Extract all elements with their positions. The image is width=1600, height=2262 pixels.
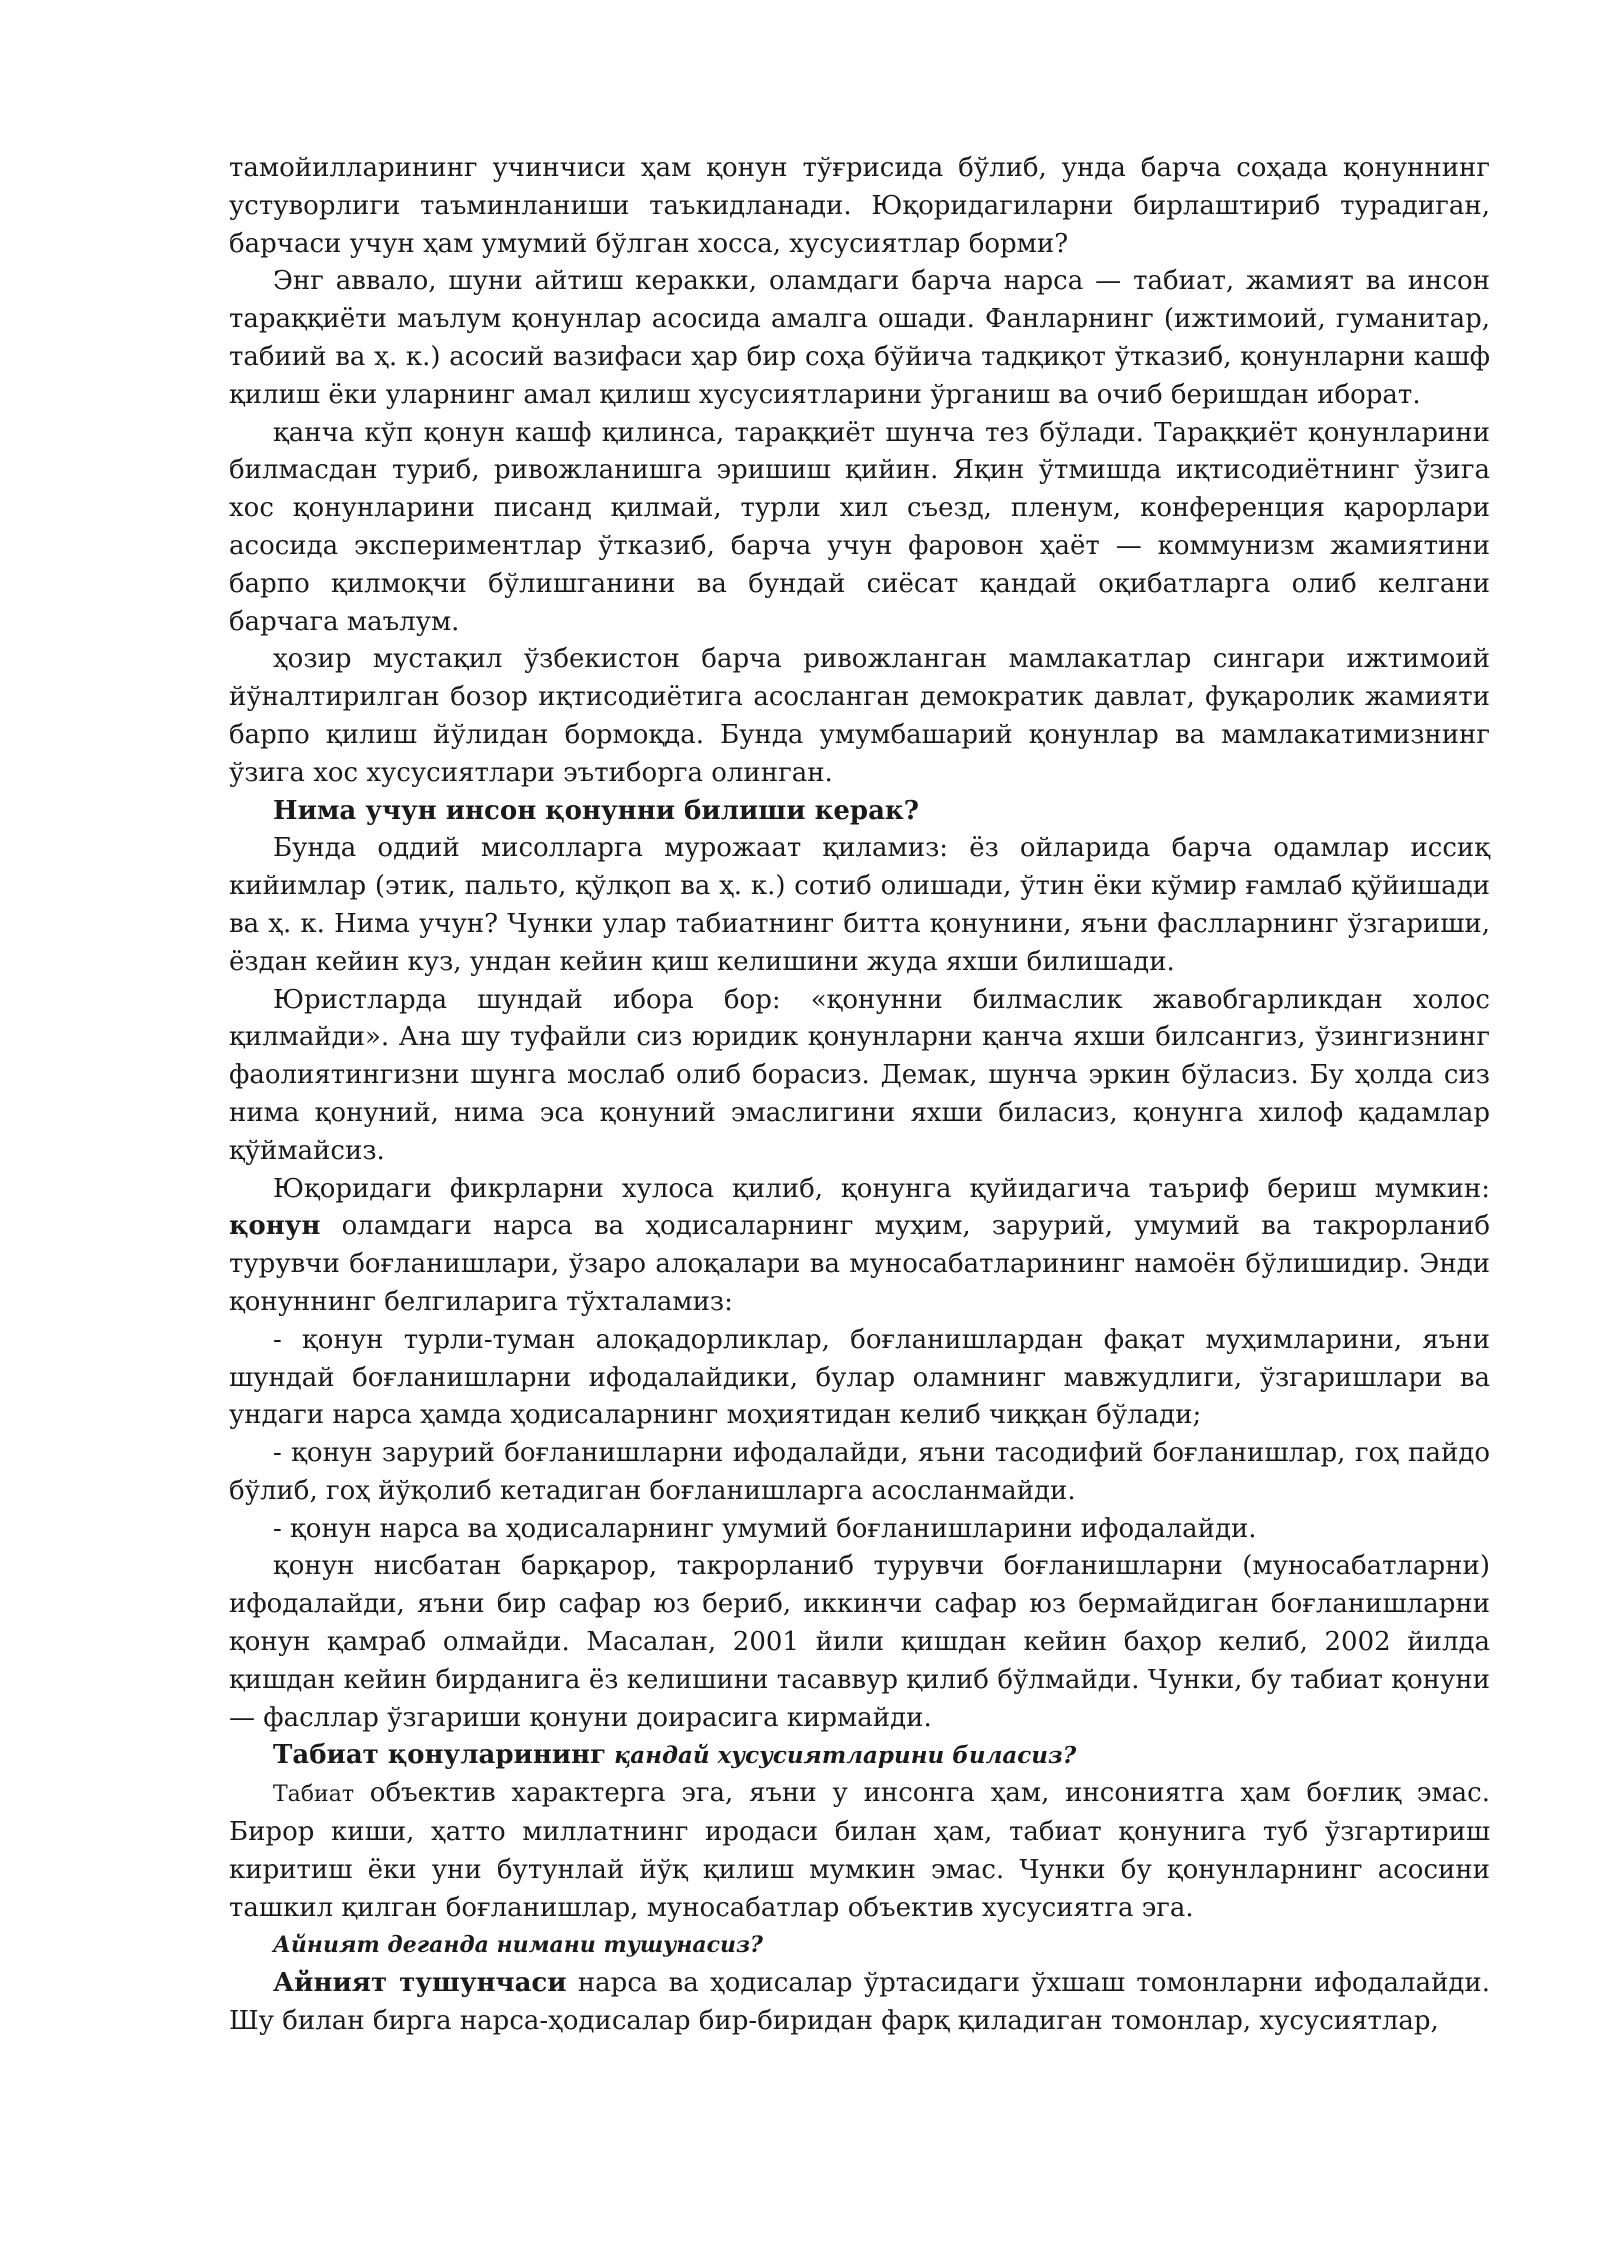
paragraph: ҳозир мустақил ўзбекистон барча ривожланган мамлакатлар сингари ижтимоий йўналтирилган бозор иқтисодиётига асосланган демократик давлат, фуқаролик жамияти барпо қилиш йўлидан бормоқда. Бунда умумбашарий қонунлар ва мамлакатимизнинг ўзига хос хусусиятлари эътиборга олинган. (229, 644, 1490, 788)
list-item: - қонун нарса ва ҳодисаларнинг умумий боғланишларини ифодалайди. (273, 1513, 1257, 1544)
paragraph: Юристларда шундай ибора бор: «қонунни билмаслик жавобгарликдан холос қилмайди». Ана шу туфайли сиз юридик қонунларни қанча яхши билсангиз, ўзингизнинг фаолиятингизни шунга мослаб олиб борасиз. Демак, шунча эркин бўласиз. Бу ҳолда сиз нима қонуний, нима эса қонуний эмаслигини яхши биласиз, қонунга хилоф қадамлар қўймайсиз. (229, 984, 1490, 1166)
paragraph: тамойилларининг учинчиси ҳам қонун тўғрисида бўлиб, унда барча соҳада қонуннинг устуворлиги таъминланиши таъкидланади. Юқоридагиларни бирлаштириб турадиган, барчаси учун ҳам умумий бўлган хосса, хусусиятлар борми? (229, 153, 1490, 259)
list-item: - қонун зарурий боғланишларни ифодалайди, яъни тасодифий боғланишлар, гоҳ пайдо бўлиб, гоҳ йўқолиб кетадиган боғланишларга асосланмайди. (229, 1438, 1490, 1506)
heading-part: Табиат қонуларининг (273, 1740, 607, 1771)
section-heading (229, 1737, 1490, 1775)
bold-term: Айният тушунчаси (273, 1968, 567, 1999)
text-run: объектив характерга эга, яъни у инсонга ҳам, инсониятга ҳам боғлиқ эмас. Бирор киши, ҳатто миллатнинг иродаси билан ҳам, табиат қонунига туб ўзгартириш киритиш ёки уни бутунлай йўқ қилиш мумкин эмас. Чунки бу қонунларнинг асосини ташкил қилган боғланишлар, муносабатлар объектив хусусиятга эга. (229, 1778, 1490, 1923)
heading-part-italic: қандай хусусиятларини биласиз? (606, 1742, 1077, 1770)
list-item: - қонун турли-туман алоқадорликлар, боғланишлардан фақат муҳимларини, яъни шундай боғланишларни ифодалайдики, булар оламнинг мавжудлиги, ўзгаришлари ва ундаги нарса ҳамда ҳодисаларнинг моҳиятидан келиб чиққан бўлади; (229, 1324, 1490, 1431)
text-run-small: Табиат (273, 1782, 354, 1808)
text-run: нарса ва ҳодисалар ўртасидаги ўхшаш томонларни ифодалайди. Шу билан бирга нарса-ҳодисалар бир-биридан фарқ қиладиган томонлар, хусусиятлар, (229, 1968, 1490, 2037)
paragraph (229, 1775, 1490, 1927)
paragraph: қонун нисбатан барқарор, такрорланиб турувчи боғланишларни (муносабатларни) ифодалайди, яъни бир сафар юз бериб, иккинчи сафар юз бермайдиган боғланишларни қонун қамраб олмайди. Масалан, 2001 йили қишдан кейин баҳор келиб, 2002 йилда қишдан кейин бирданига ёз келишини тасаввур қилиб бўлмайди. Чунки, бу табиат қонуни — фасллар ўзгариши қонуни доирасига кирмайди. (229, 1551, 1490, 1733)
bold-term: қонун (229, 1211, 321, 1242)
text-run: Юқоридаги фикрларни хулоса қилиб, қонунга қуйидагича таъриф бериш мумкин: (273, 1173, 1490, 1204)
section-heading: Нима учун инсон қонунни билиши керак? (273, 795, 919, 826)
paragraph (229, 1965, 1490, 2041)
question-heading: Айният деганда нимани тушунасиз? (273, 1932, 763, 1959)
paragraph: қанча кўп қонун кашф қилинса, тараққиёт шунча тез бўлади. Тараққиёт қонунларини билмасдан туриб, ривожланишга эришиш қийин. Яқин ўтмишда иқтисодиётнинг ўзига хос қонунларини писанд қилмай, турли хил съезд, пленум, конференция қарорлари асосида экспериментлар ўтказиб, барча учун фаровон ҳаёт — коммунизм жамиятини барпо қилмоқчи бўлишганини ва бундай сиёсат қандай оқибатларга олиб келгани барчага маълум. (229, 417, 1490, 637)
paragraph: Энг аввало, шуни айтиш керакки, оламдаги барча нарса — табиат, жамият ва инсон тараққиёти маълум қонунлар асосида амалга ошади. Фанларнинг (ижтимоий, гуманитар, табиий ва ҳ. к.) асосий вазифаси ҳар бир соҳа бўйича тадқиқот ўтказиб, қонунларни кашф қилиш ёки уларнинг амал қилиш хусусиятларини ўрганиш ва очиб беришдан иборат. (229, 266, 1490, 410)
paragraph-definition (229, 1171, 1490, 1322)
paragraph: Бунда оддий мисолларга мурожаат қиламиз: ёз ойларида барча одамлар иссиқ кийимлар (этик, пальто, қўлқоп ва ҳ. к.) сотиб олишади, ўтин ёки кўмир ғамлаб қўйишади ва ҳ. к. Нима учун? Чунки улар табиатнинг битта қонунини, яъни фаслларнинг ўзгариши, ёздан кейин куз, ундан кейин қиш келишини жуда яхши билишади. (229, 833, 1490, 977)
text-run: оламдаги нарса ва ҳодисаларнинг муҳим, зарурий, умумий ва такрорланиб турувчи боғланишлари, ўзаро алоқалари ва муносабатларининг намоён бўлишидир. Энди қонуннинг белгиларига тўхталамиз: (229, 1211, 1490, 1317)
